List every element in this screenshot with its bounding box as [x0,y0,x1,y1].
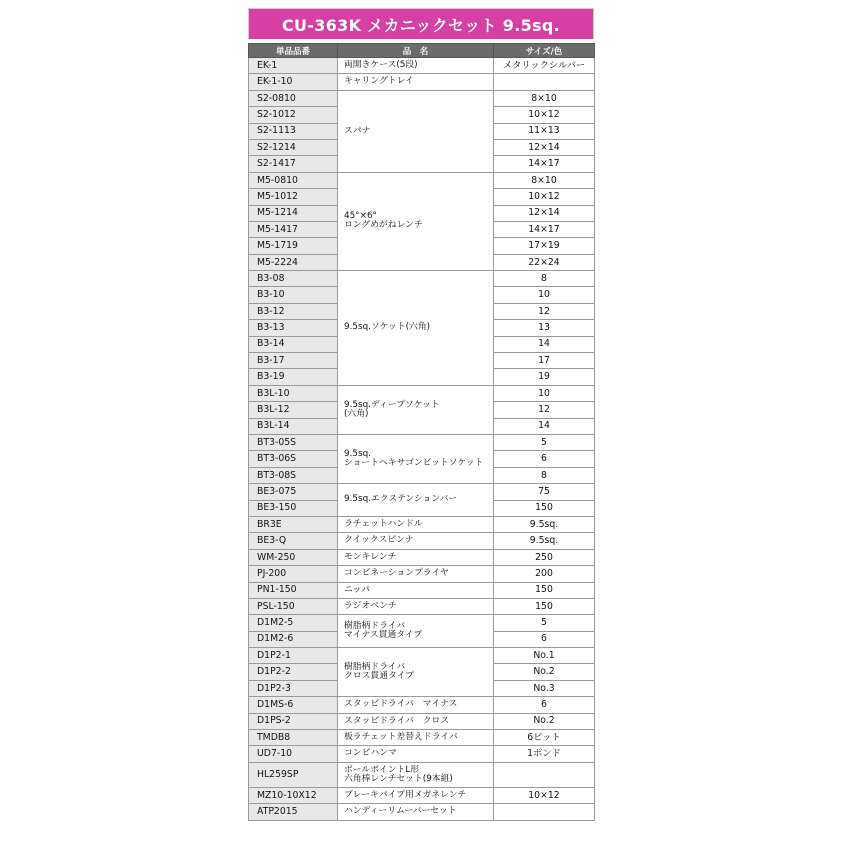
part-code: EK-1-10 [249,74,338,90]
part-name: 9.5sq. ショートヘキサゴンビットソケット [338,434,494,483]
table-row [249,566,595,582]
part-name: ブレーキパイプ用メガネレンチ [338,787,494,803]
spec-sheet [248,8,594,821]
part-name: クイックスピンナ [338,533,494,549]
title-frame [248,8,594,39]
part-name: 45°×6° ロングめがねレンチ [338,172,494,270]
part-size: No.1 [494,648,595,664]
part-size: 150 [494,598,595,614]
table-row [249,434,595,450]
table-row [249,648,595,664]
table-row [249,58,595,74]
part-code: M5-2224 [249,254,338,270]
part-code: MZ10-10X12 [249,787,338,803]
part-size: 9.5sq. [494,533,595,549]
part-size: No.3 [494,680,595,696]
part-size: 5 [494,615,595,631]
part-code: D1M2-6 [249,631,338,647]
parts-table [248,43,595,821]
part-name: 樹脂柄ドライバ マイナス貫通タイプ [338,615,494,648]
part-size: No.2 [494,713,595,729]
table-row [249,271,595,287]
part-size: 14×17 [494,156,595,172]
part-code: B3-10 [249,287,338,303]
part-code: S2-0810 [249,90,338,106]
part-size: 250 [494,549,595,565]
table-row [249,713,595,729]
header-size: サイズ/色 [494,44,595,58]
table-row [249,762,595,787]
part-code: HL259SP [249,762,338,787]
part-size: 10 [494,287,595,303]
part-size: 12 [494,303,595,319]
table-row [249,172,595,188]
part-size: 12×14 [494,139,595,155]
part-size: 1ポンド [494,746,595,762]
part-size: 9.5sq. [494,516,595,532]
part-name: スパナ [338,90,494,172]
part-name: ニッパ [338,582,494,598]
part-name: モンキレンチ [338,549,494,565]
table-row [249,533,595,549]
part-code: PSL-150 [249,598,338,614]
part-name: 板ラチェット差替えドライバ [338,730,494,746]
part-code: B3-14 [249,336,338,352]
part-code: D1PS-2 [249,713,338,729]
part-code: D1P2-3 [249,680,338,696]
part-name: ラチェットハンドル [338,516,494,532]
part-size [494,804,595,820]
part-code: B3L-10 [249,385,338,401]
part-size: 10 [494,385,595,401]
table-row [249,697,595,713]
table-row [249,746,595,762]
table-row [249,549,595,565]
part-name: ボールポイントL形 六角棒レンチセット(9本組) [338,762,494,787]
table-row [249,484,595,500]
part-code: S2-1012 [249,107,338,123]
part-code: EK-1 [249,58,338,74]
part-size: 8 [494,467,595,483]
part-name: スタッビドライバ マイナス [338,697,494,713]
part-size: 14×17 [494,221,595,237]
part-code: B3-13 [249,320,338,336]
page-title: CU-363K メカニックセット 9.5sq. [249,9,593,39]
part-size: 8 [494,271,595,287]
part-code: PJ-200 [249,566,338,582]
part-size: No.2 [494,664,595,680]
part-code: BE3-Q [249,533,338,549]
part-size: 6 [494,631,595,647]
part-code: BR3E [249,516,338,532]
part-code: BT3-05S [249,434,338,450]
part-code: UD7-10 [249,746,338,762]
part-code: B3-12 [249,303,338,319]
part-size: 10×12 [494,107,595,123]
part-size: 200 [494,566,595,582]
part-name: 樹脂柄ドライバ クロス貫通タイプ [338,648,494,697]
part-code: M5-1214 [249,205,338,221]
part-size: 14 [494,336,595,352]
table-row [249,730,595,746]
part-size: 10×12 [494,787,595,803]
part-code: B3-17 [249,353,338,369]
part-name: コンビハンマ [338,746,494,762]
part-size: 17 [494,353,595,369]
part-code: D1MS-6 [249,697,338,713]
part-size: 150 [494,500,595,516]
part-size: 13 [494,320,595,336]
part-size: メタリックシルバー [494,58,595,74]
part-size [494,74,595,90]
part-size: 19 [494,369,595,385]
part-name: 9.5sq.ソケット(六角) [338,271,494,386]
part-code: BE3-150 [249,500,338,516]
part-code: S2-1417 [249,156,338,172]
part-size: 10×12 [494,189,595,205]
header-code: 単品品番 [249,44,338,58]
part-code: B3L-12 [249,402,338,418]
table-row [249,598,595,614]
part-code: BT3-08S [249,467,338,483]
table-row [249,787,595,803]
part-size: 5 [494,434,595,450]
part-code: S2-1214 [249,139,338,155]
part-size: 6 [494,697,595,713]
part-size: 6 [494,451,595,467]
part-code: ATP2015 [249,804,338,820]
part-name: コンビネーションプライヤ [338,566,494,582]
table-body [249,58,595,821]
part-name: 両開きケース(5段) [338,58,494,74]
part-size [494,762,595,787]
part-name: 9.5sq.ディープソケット (六角) [338,385,494,434]
part-code: D1M2-5 [249,615,338,631]
part-size: 14 [494,418,595,434]
part-code: M5-1012 [249,189,338,205]
table-row [249,804,595,820]
part-code: WM-250 [249,549,338,565]
part-code: BE3-075 [249,484,338,500]
part-code: D1P2-1 [249,648,338,664]
part-size: 17×19 [494,238,595,254]
table-header-row [249,44,595,58]
part-size: 22×24 [494,254,595,270]
table-row [249,615,595,631]
part-size: 8×10 [494,172,595,188]
part-size: 12 [494,402,595,418]
table-row [249,90,595,106]
part-code: TMDB8 [249,730,338,746]
part-name: ラジオペンチ [338,598,494,614]
table-row [249,385,595,401]
part-name: ハンディーリムーバーセット [338,804,494,820]
part-name: 9.5sq.エクステンションバー [338,484,494,517]
part-size: 150 [494,582,595,598]
part-code: B3-19 [249,369,338,385]
part-code: B3L-14 [249,418,338,434]
part-code: M5-1719 [249,238,338,254]
part-size: 11×13 [494,123,595,139]
table-row [249,74,595,90]
part-name: キャリングトレイ [338,74,494,90]
part-size: 8×10 [494,90,595,106]
part-size: 12×14 [494,205,595,221]
part-code: M5-0810 [249,172,338,188]
part-size: 6ビット [494,730,595,746]
header-name: 品 名 [338,44,494,58]
part-code: S2-1113 [249,123,338,139]
part-size: 75 [494,484,595,500]
part-code: M5-1417 [249,221,338,237]
part-name: スタッビドライバ クロス [338,713,494,729]
part-code: B3-08 [249,271,338,287]
part-code: PN1-150 [249,582,338,598]
part-code: D1P2-2 [249,664,338,680]
table-row [249,516,595,532]
table-row [249,582,595,598]
part-code: BT3-06S [249,451,338,467]
